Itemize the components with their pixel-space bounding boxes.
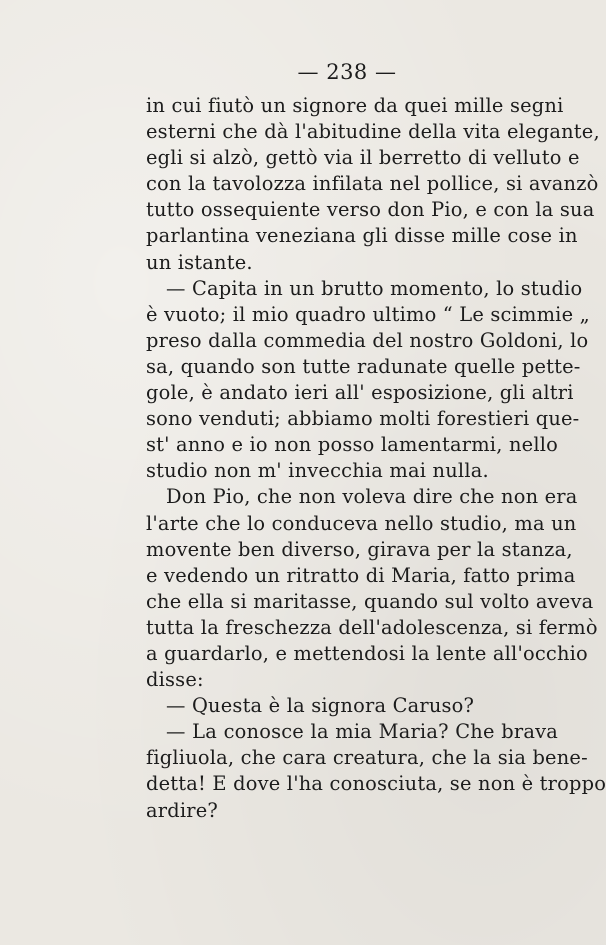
text-line: parlantina veneziana gli disse mille cose in bbox=[146, 224, 578, 248]
text-line: — La conosce la mia Maria? Che brava bbox=[166, 720, 558, 744]
text-line: con la tavolozza infilata nel pollice, si avanzò bbox=[146, 172, 599, 196]
text-line: a guardarlo, e mettendosi la lente all'occhio bbox=[146, 641, 588, 665]
text-line: detta! E dove l'ha conosciuta, se non è troppo bbox=[146, 772, 606, 796]
text-line: sono venduti; abbiamo molti forestieri que- bbox=[146, 407, 580, 431]
text-line: tutto ossequiente verso don Pio, e con la sua bbox=[146, 198, 595, 222]
body-text bbox=[146, 93, 606, 824]
text-line: ardire? bbox=[146, 798, 218, 822]
text-line: studio non m' invecchia mai nulla. bbox=[146, 459, 489, 483]
text-line: sa, quando son tutte radunate quelle pette- bbox=[146, 354, 581, 378]
text-line: — Questa è la signora Caruso? bbox=[166, 694, 475, 718]
text-line: in cui fiutò un signore da quei mille segni bbox=[146, 94, 564, 117]
text-line: gole, è andato ieri all' esposizione, gli altri bbox=[146, 381, 574, 405]
text-line: Don Pio, che non voleva dire che non era bbox=[166, 485, 578, 509]
text-line: esterni che dà l'abitudine della vita elegante, bbox=[146, 120, 600, 144]
text-line: disse: bbox=[146, 668, 204, 692]
text-line: figliuola, che cara creatura, che la sia bene- bbox=[146, 746, 588, 770]
text-line: che ella si maritasse, quando sul volto aveva bbox=[146, 589, 594, 613]
text-line: egli si alzò, gettò via il berretto di velluto e bbox=[146, 146, 580, 170]
text-line: st' anno e io non posso lamentarmi, nello bbox=[146, 433, 558, 457]
text-line: tutta la freschezza dell'adolescenza, si fermò bbox=[146, 615, 598, 639]
text-line: è vuoto; il mio quadro ultimo “ Le scimmie „ bbox=[146, 302, 590, 326]
text-line: e vedendo un ritratto di Maria, fatto prima bbox=[146, 563, 576, 587]
text-line: un istante. bbox=[146, 250, 253, 274]
text-line: movente ben diverso, girava per la stanza, bbox=[146, 537, 573, 561]
text-line: — Capita in un brutto momento, lo studio bbox=[166, 276, 583, 300]
text-line: l'arte che lo conduceva nello studio, ma un bbox=[146, 511, 577, 535]
page-number: — 238 — bbox=[297, 60, 397, 84]
text-line: preso dalla commedia del nostro Goldoni, lo bbox=[146, 328, 589, 352]
